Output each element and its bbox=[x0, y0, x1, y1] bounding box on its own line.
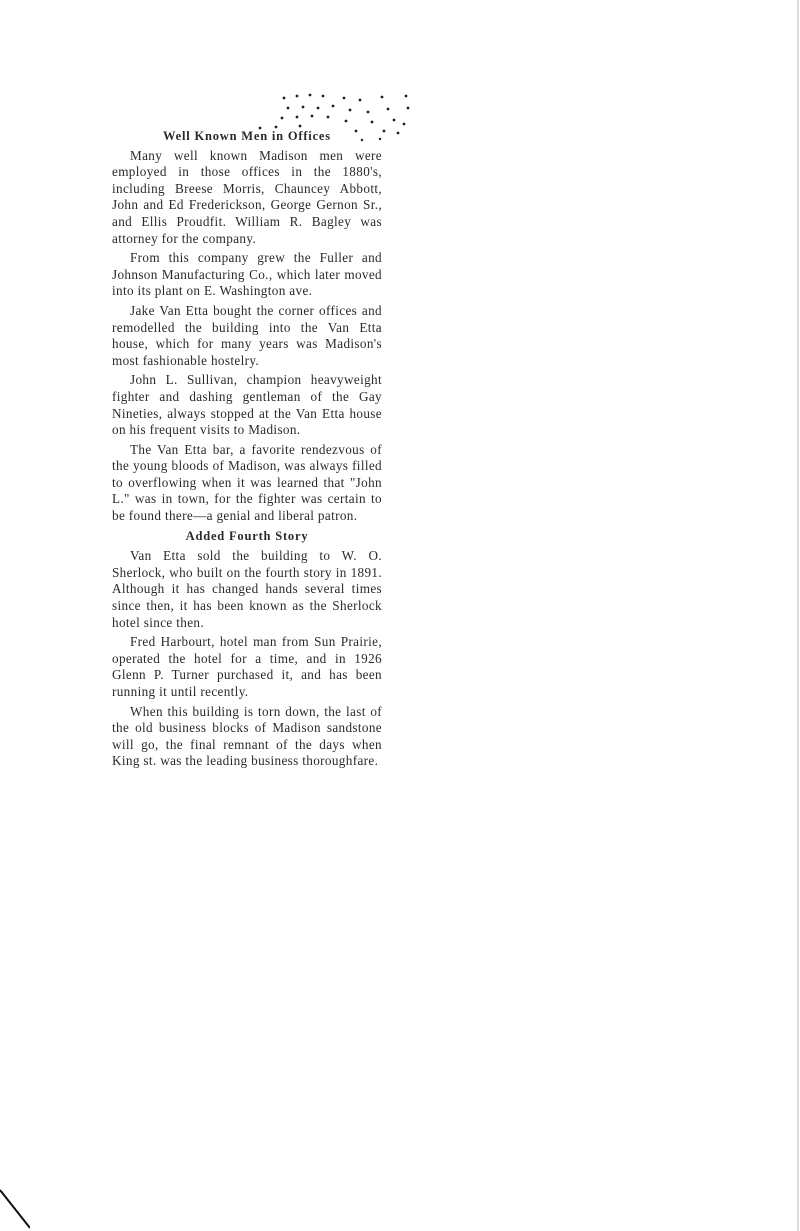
paragraph: Van Etta sold the building to W. O. Sherlock, who built on the fourth story in 1891. Although it has changed hands several times since then, it has been known as the Sherlock hotel since then. bbox=[112, 548, 382, 630]
section-heading: Well Known Men in Offices bbox=[163, 129, 331, 143]
section-heading: Added Fourth Story bbox=[185, 528, 309, 543]
scan-edge-mark bbox=[0, 1188, 30, 1231]
newspaper-clipping bbox=[112, 128, 382, 773]
paragraph: Jake Van Etta bought the corner offices and remodelled the building into the Van Etta house, which for many years was Madison's most fashionable hostelry. bbox=[112, 302, 382, 368]
paragraph: From this company grew the Fuller and Johnson Manufacturing Co., which later moved into its plant on E. Washington ave. bbox=[112, 250, 382, 299]
paragraph: When this building is torn down, the last of the old business blocks of Madison sandstone will go, the final remnant of the days when King st. was the leading business thoroughfare. bbox=[112, 703, 382, 769]
scan-page-border bbox=[790, 0, 800, 1231]
paragraph: The Van Etta bar, a favorite rendezvous of the young bloods of Madison, was always filled to overflowing when it was learned that "John L." was in town, for the fighter was certain to be found there—a genial and liberal patron. bbox=[112, 441, 382, 524]
paragraph: John L. Sullivan, champion heavyweight fighter and dashing gentleman of the Gay Nineties, always stopped at the Van Etta house on his frequent visits to Madison. bbox=[112, 372, 382, 438]
paragraph: Fred Harbourt, hotel man from Sun Prairie, operated the hotel for a time, and in 1926 Glenn P. Turner purchased it, and has been running it until recently. bbox=[112, 634, 382, 699]
paragraph: Many well known Madison men were employed in those offices in the 1880's, including Breese Morris, Chauncey Abbott, John and Ed Frederickson, George Gernon Sr., and Ellis Proudfit. William R. Bagley was attorney for the company. bbox=[112, 147, 382, 246]
